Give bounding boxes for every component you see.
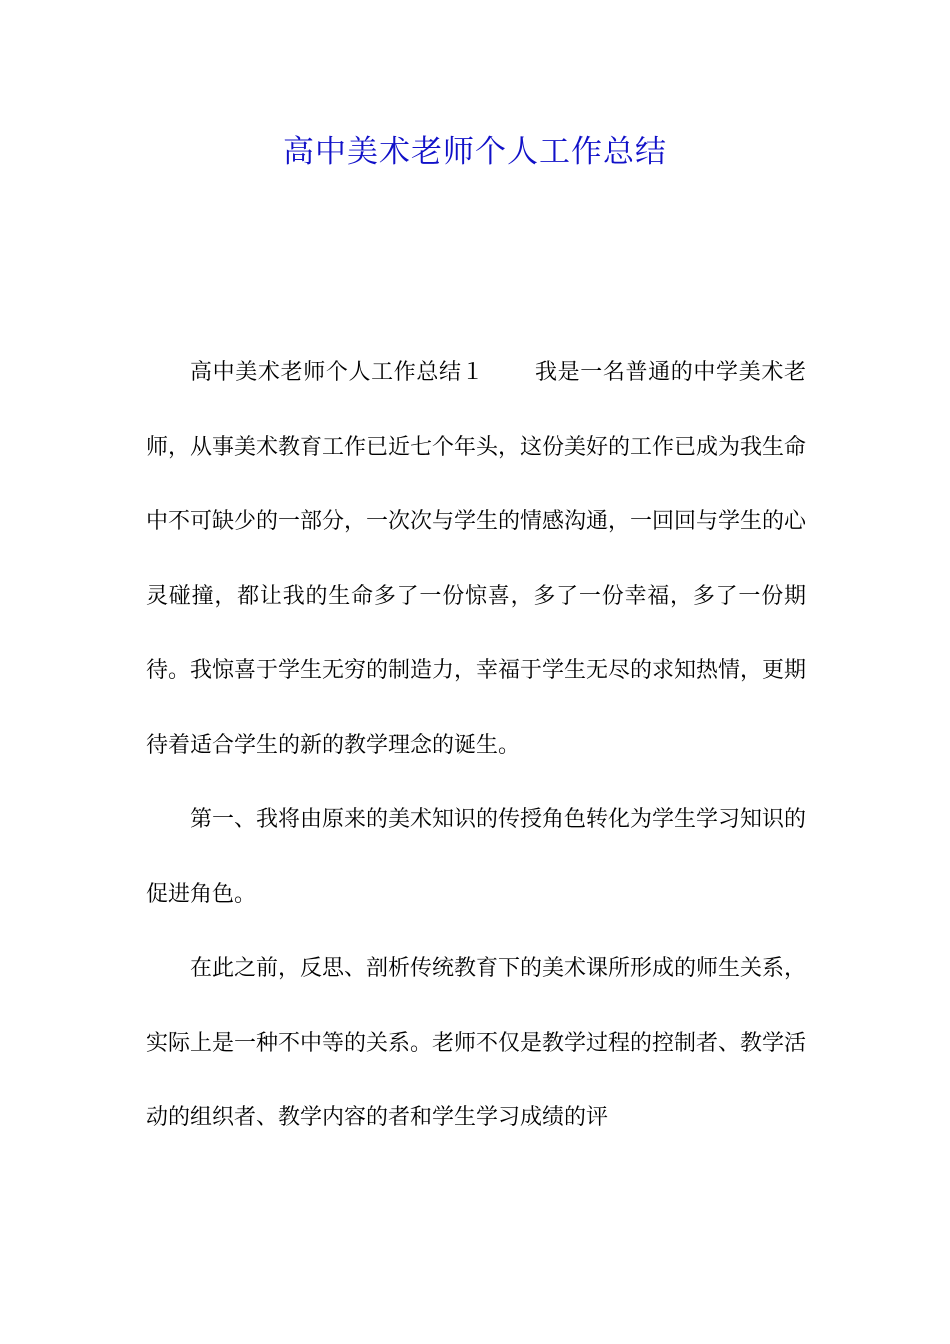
paragraph-1 <box>146 336 806 783</box>
paragraph-1-lead: 高中美术老师个人工作总结１ <box>190 360 485 385</box>
document-title: 高中美术老师个人工作总结 <box>283 134 667 170</box>
document-body <box>146 336 806 1156</box>
paragraph-2: 第一、我将由原来的美术知识的传授角色转化为学生学习知识的促进角色。 <box>146 807 807 907</box>
paragraph-3: 在此之前，反思、剖析传统教育下的美术课所形成的师生关系，实际上是一种不中等的关系。老师不仅是教学过程的控制者、教学活动的组织者、教学内容的者和学生学习成绩的评 <box>146 956 807 1130</box>
paragraph-1-text: 我是一名普通的中学美术老师，从事美术教育工作已近七个年头，这份美好的工作已成为我生命中不可缺少的一部分，一次次与学生的情感沟通，一回回与学生的心灵碰撞，都让我的生命多了一份惊喜，多了一份幸福，多了一份期待。我惊喜于学生无穷的制造力，幸福于学生无尽的求知热情，更期待着适合学生的新的教学理念的诞生。 <box>146 360 807 758</box>
